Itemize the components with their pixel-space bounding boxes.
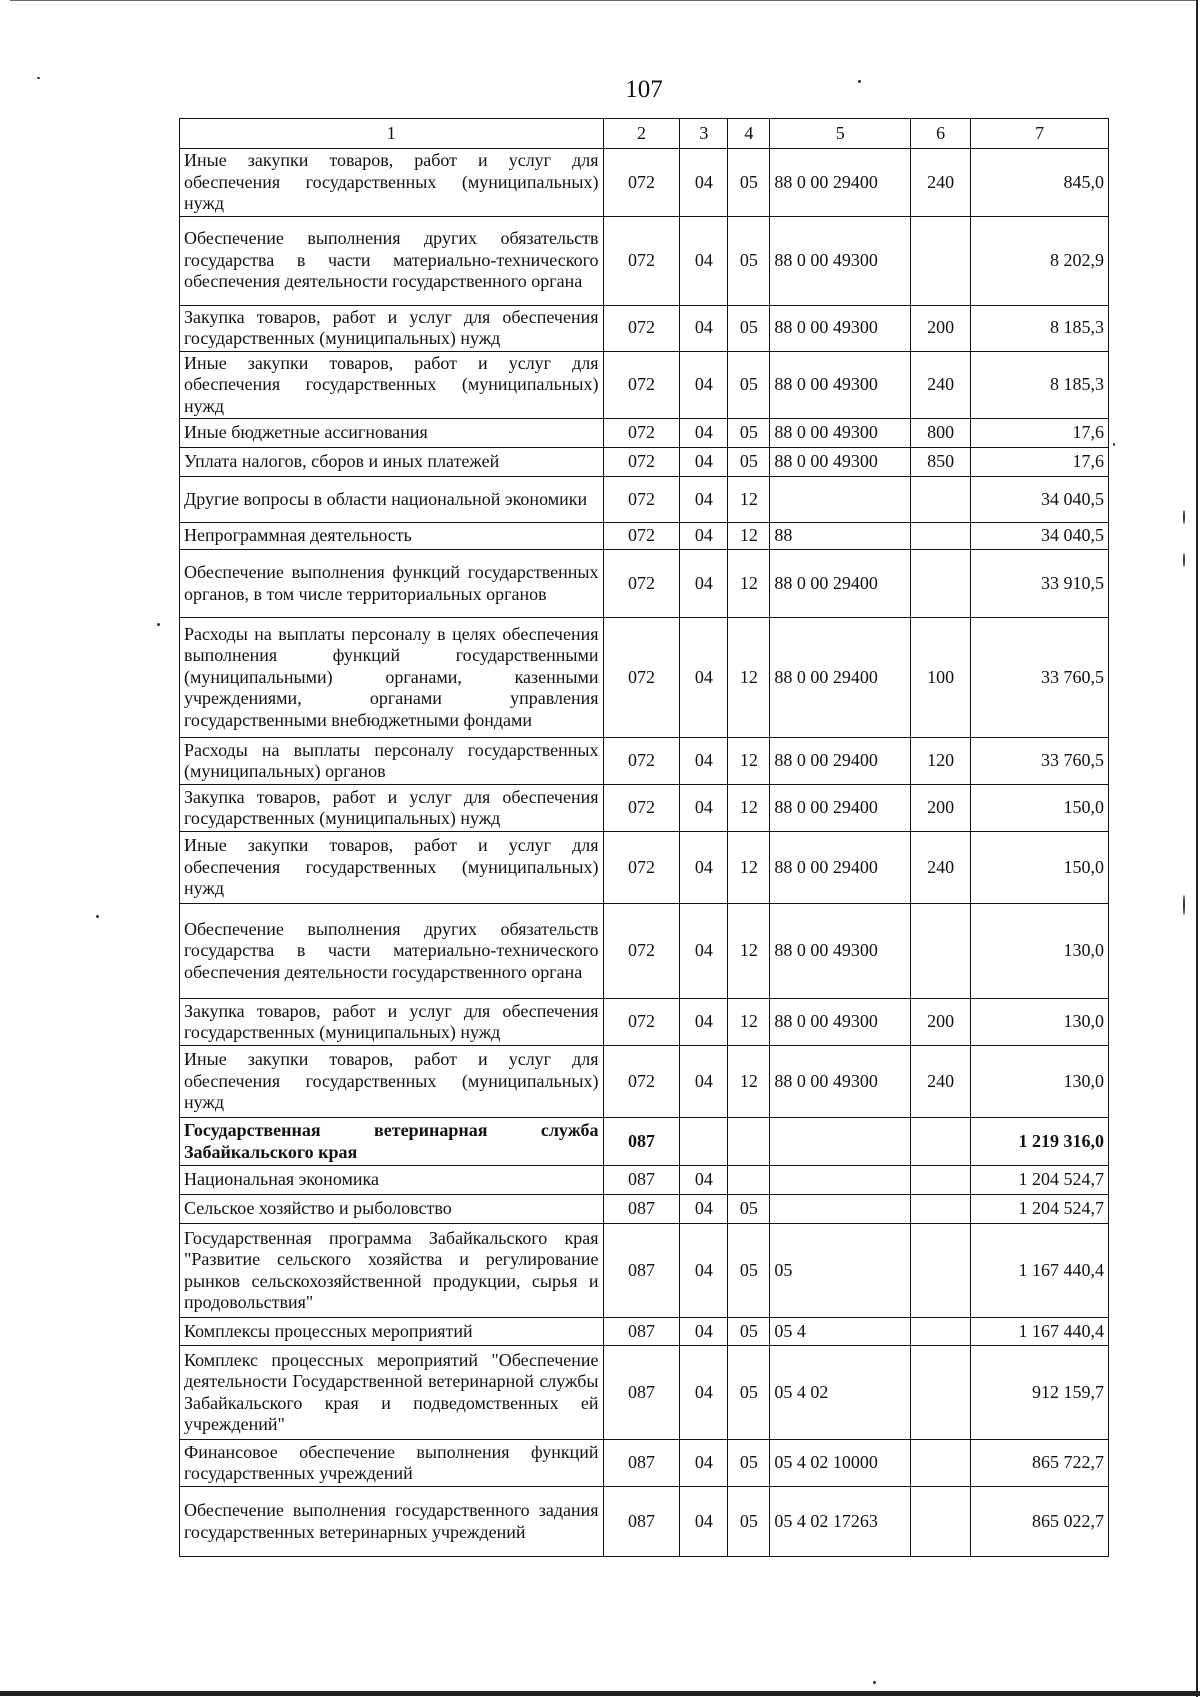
section-code-cell: 04 [680,419,728,448]
target-article-code-cell: 05 4 02 [770,1346,911,1440]
scan-speck [1183,510,1185,524]
target-article-code-cell: 88 0 00 29400 [770,832,911,904]
amount-cell: 8 185,3 [971,351,1109,419]
table-row [180,999,1109,1046]
section-code-cell: 04 [680,785,728,832]
table-row [180,419,1109,448]
grbs-code-cell: 087 [603,1318,680,1346]
amount-cell: 845,0 [971,149,1109,217]
expense-type-code-cell: 200 [911,999,971,1046]
target-article-code-cell [770,1195,911,1224]
grbs-code-cell: 072 [603,999,680,1046]
subsection-code-cell: 05 [728,448,770,477]
budget-table [179,118,1109,1557]
table-row [180,1346,1109,1440]
expense-type-code-cell [911,1318,971,1346]
scan-edge-right [1196,0,1198,1697]
section-code-cell: 04 [680,1046,728,1118]
row-name-cell: Государственная программа Забайкальского края "Развитие сельского хозяйства и регулирование рынков сельскохозяйственной продукции, сырья и продовольствия" [180,1224,604,1318]
subsection-code-cell: 05 [728,305,770,351]
table-row [180,904,1109,999]
subsection-code-cell: 05 [728,149,770,217]
subsection-code-cell: 12 [728,785,770,832]
table-row [180,738,1109,785]
grbs-code-cell: 072 [603,305,680,351]
section-code-cell: 04 [680,738,728,785]
section-code-cell: 04 [680,1346,728,1440]
section-code-cell: 04 [680,550,728,618]
section-code-cell: 04 [680,1195,728,1224]
amount-cell: 130,0 [971,999,1109,1046]
column-header: 6 [911,119,971,149]
table-row [180,1166,1109,1195]
grbs-code-cell: 072 [603,738,680,785]
target-article-code-cell [770,1118,911,1166]
scan-edge-bottom [0,1691,1200,1696]
subsection-code-cell: 12 [728,832,770,904]
target-article-code-cell [770,477,911,523]
table-row [180,1224,1109,1318]
section-code-cell: 04 [680,904,728,999]
amount-cell: 33 760,5 [971,738,1109,785]
target-article-code-cell: 88 0 00 49300 [770,448,911,477]
amount-cell: 8 185,3 [971,305,1109,351]
table-row [180,785,1109,832]
grbs-code-cell: 087 [603,1118,680,1166]
grbs-code-cell: 087 [603,1195,680,1224]
target-article-code-cell: 05 4 [770,1318,911,1346]
target-article-code-cell: 88 0 00 49300 [770,904,911,999]
section-code-cell: 04 [680,216,728,305]
expense-type-code-cell [911,904,971,999]
grbs-code-cell: 072 [603,904,680,999]
row-name-cell: Национальная экономика [180,1166,604,1195]
subsection-code-cell: 12 [728,999,770,1046]
target-article-code-cell: 05 4 02 10000 [770,1440,911,1487]
grbs-code-cell: 072 [603,618,680,738]
grbs-code-cell: 072 [603,448,680,477]
row-name-cell: Финансовое обеспечение выполнения функций государственных учреждений [180,1440,604,1487]
column-header: 4 [728,119,770,149]
target-article-code-cell: 05 [770,1224,911,1318]
amount-cell: 8 202,9 [971,216,1109,305]
subsection-code-cell: 12 [728,738,770,785]
row-name-cell: Сельское хозяйство и рыболовство [180,1195,604,1224]
expense-type-code-cell [911,1487,971,1557]
section-code-cell: 04 [680,832,728,904]
table-row [180,351,1109,419]
amount-cell: 912 159,7 [971,1346,1109,1440]
expense-type-code-cell [911,477,971,523]
subsection-code-cell: 12 [728,904,770,999]
expense-type-code-cell: 100 [911,618,971,738]
subsection-code-cell: 12 [728,618,770,738]
expense-type-code-cell: 240 [911,149,971,217]
row-name-cell: Государственная ветеринарная служба Забайкальского края [180,1118,604,1166]
table-row [180,1118,1109,1166]
section-code-cell: 04 [680,448,728,477]
scan-speck [873,1681,876,1684]
row-name-cell: Комплексы процессных мероприятий [180,1318,604,1346]
scan-speck [96,915,99,918]
amount-cell: 1 167 440,4 [971,1224,1109,1318]
row-name-cell: Иные закупки товаров, работ и услуг для обеспечения государственных (муниципальных) нужд [180,832,604,904]
table-row [180,149,1109,217]
amount-cell: 1 219 316,0 [971,1118,1109,1166]
subsection-code-cell: 05 [728,1195,770,1224]
grbs-code-cell: 072 [603,523,680,550]
amount-cell: 34 040,5 [971,477,1109,523]
column-header: 7 [971,119,1109,149]
grbs-code-cell: 072 [603,216,680,305]
row-name-cell: Обеспечение выполнения других обязательств государства в части материально-технического обеспечения деятельности государственного органа [180,904,604,999]
section-code-cell: 04 [680,523,728,550]
grbs-code-cell: 072 [603,149,680,217]
amount-cell: 130,0 [971,1046,1109,1118]
expense-type-code-cell [911,1440,971,1487]
expense-type-code-cell: 120 [911,738,971,785]
scan-edge-top [10,0,1196,1]
expense-type-code-cell [911,1195,971,1224]
expense-type-code-cell [911,1166,971,1195]
amount-cell: 1 167 440,4 [971,1318,1109,1346]
target-article-code-cell: 88 0 00 49300 [770,305,911,351]
section-code-cell: 04 [680,477,728,523]
grbs-code-cell: 087 [603,1487,680,1557]
subsection-code-cell: 05 [728,351,770,419]
scan-speck [1183,895,1185,915]
grbs-code-cell: 072 [603,832,680,904]
amount-cell: 34 040,5 [971,523,1109,550]
table-row [180,550,1109,618]
row-name-cell: Иные закупки товаров, работ и услуг для обеспечения государственных (муниципальных) нужд [180,1046,604,1118]
row-name-cell: Расходы на выплаты персоналу государственных (муниципальных) органов [180,738,604,785]
section-code-cell [680,1118,728,1166]
table-body [180,149,1109,1557]
row-name-cell: Расходы на выплаты персоналу в целях обеспечения выполнения функций государственными (муниципальными) органами, казенными учреждениями, органами управления государственными внебюджетными фондами [180,618,604,738]
target-article-code-cell: 88 0 00 49300 [770,216,911,305]
amount-cell: 33 910,5 [971,550,1109,618]
table-row [180,305,1109,351]
page-number: 107 [625,76,663,103]
row-name-cell: Комплекс процессных мероприятий "Обеспечение деятельности Государственной ветеринарной службы Забайкальского края и подведомственных ей учреждений" [180,1346,604,1440]
section-code-cell: 04 [680,351,728,419]
subsection-code-cell: 12 [728,523,770,550]
table-row [180,216,1109,305]
grbs-code-cell: 072 [603,351,680,419]
row-name-cell: Иные закупки товаров, работ и услуг для обеспечения государственных (муниципальных) нужд [180,351,604,419]
column-header: 5 [770,119,911,149]
subsection-code-cell [728,1166,770,1195]
row-name-cell: Другие вопросы в области национальной экономики [180,477,604,523]
subsection-code-cell: 05 [728,1224,770,1318]
table-row [180,832,1109,904]
column-header: 1 [180,119,604,149]
table-row [180,1487,1109,1557]
expense-type-code-cell [911,216,971,305]
row-name-cell: Иные закупки товаров, работ и услуг для обеспечения государственных (муниципальных) нужд [180,149,604,217]
target-article-code-cell: 88 0 00 49300 [770,1046,911,1118]
grbs-code-cell: 087 [603,1166,680,1195]
subsection-code-cell: 12 [728,1046,770,1118]
target-article-code-cell: 88 0 00 29400 [770,149,911,217]
table-row [180,618,1109,738]
expense-type-code-cell [911,523,971,550]
expense-type-code-cell [911,1346,971,1440]
expense-type-code-cell [911,550,971,618]
amount-cell: 150,0 [971,785,1109,832]
scan-speck [37,77,40,79]
target-article-code-cell: 88 0 00 29400 [770,550,911,618]
row-name-cell: Обеспечение выполнения других обязательств государства в части материально-технического обеспечения деятельности государственного органа [180,216,604,305]
target-article-code-cell: 88 0 00 49300 [770,351,911,419]
column-header: 2 [603,119,680,149]
amount-cell: 1 204 524,7 [971,1166,1109,1195]
target-article-code-cell: 88 [770,523,911,550]
expense-type-code-cell: 240 [911,832,971,904]
target-article-code-cell [770,1166,911,1195]
subsection-code-cell: 05 [728,1487,770,1557]
subsection-code-cell: 05 [728,419,770,448]
row-name-cell: Непрограммная деятельность [180,523,604,550]
row-name-cell: Уплата налогов, сборов и иных платежей [180,448,604,477]
grbs-code-cell: 087 [603,1224,680,1318]
column-header: 3 [680,119,728,149]
grbs-code-cell: 087 [603,1440,680,1487]
section-code-cell: 04 [680,1318,728,1346]
section-code-cell: 04 [680,1224,728,1318]
subsection-code-cell: 12 [728,550,770,618]
target-article-code-cell: 88 0 00 29400 [770,785,911,832]
row-name-cell: Обеспечение выполнения функций государственных органов, в том числе территориальных органов [180,550,604,618]
header-row [180,119,1109,149]
target-article-code-cell: 05 4 02 17263 [770,1487,911,1557]
table-row [180,1195,1109,1224]
expense-type-code-cell: 850 [911,448,971,477]
section-code-cell: 04 [680,149,728,217]
section-code-cell: 04 [680,1487,728,1557]
row-name-cell: Иные бюджетные ассигнования [180,419,604,448]
expense-type-code-cell: 200 [911,785,971,832]
table-row [180,1046,1109,1118]
grbs-code-cell: 072 [603,550,680,618]
expense-type-code-cell: 240 [911,351,971,419]
section-code-cell: 04 [680,618,728,738]
row-name-cell: Обеспечение выполнения государственного задания государственных ветеринарных учреждений [180,1487,604,1557]
row-name-cell: Закупка товаров, работ и услуг для обеспечения государственных (муниципальных) нужд [180,785,604,832]
subsection-code-cell: 05 [728,1346,770,1440]
expense-type-code-cell: 800 [911,419,971,448]
target-article-code-cell: 88 0 00 49300 [770,999,911,1046]
table-row [180,1318,1109,1346]
section-code-cell: 04 [680,999,728,1046]
amount-cell: 33 760,5 [971,618,1109,738]
amount-cell: 150,0 [971,832,1109,904]
grbs-code-cell: 072 [603,477,680,523]
subsection-code-cell [728,1118,770,1166]
table-row [180,477,1109,523]
amount-cell: 865 722,7 [971,1440,1109,1487]
scan-speck [1113,443,1115,446]
subsection-code-cell: 05 [728,1440,770,1487]
amount-cell: 17,6 [971,419,1109,448]
table-row [180,448,1109,477]
target-article-code-cell: 88 0 00 29400 [770,618,911,738]
scan-speck [858,80,861,83]
row-name-cell: Закупка товаров, работ и услуг для обеспечения государственных (муниципальных) нужд [180,305,604,351]
section-code-cell: 04 [680,1440,728,1487]
amount-cell: 17,6 [971,448,1109,477]
subsection-code-cell: 05 [728,216,770,305]
scan-speck [157,623,160,626]
target-article-code-cell: 88 0 00 29400 [770,738,911,785]
grbs-code-cell: 072 [603,1046,680,1118]
section-code-cell: 04 [680,1166,728,1195]
amount-cell: 1 204 524,7 [971,1195,1109,1224]
scan-speck [1183,553,1185,567]
subsection-code-cell: 05 [728,1318,770,1346]
grbs-code-cell: 087 [603,1346,680,1440]
grbs-code-cell: 072 [603,785,680,832]
section-code-cell: 04 [680,305,728,351]
expense-type-code-cell: 200 [911,305,971,351]
amount-cell: 865 022,7 [971,1487,1109,1557]
table-row [180,1440,1109,1487]
expense-type-code-cell [911,1224,971,1318]
target-article-code-cell: 88 0 00 49300 [770,419,911,448]
row-name-cell: Закупка товаров, работ и услуг для обеспечения государственных (муниципальных) нужд [180,999,604,1046]
expense-type-code-cell: 240 [911,1046,971,1118]
expense-type-code-cell [911,1118,971,1166]
table-row [180,523,1109,550]
grbs-code-cell: 072 [603,419,680,448]
amount-cell: 130,0 [971,904,1109,999]
subsection-code-cell: 12 [728,477,770,523]
